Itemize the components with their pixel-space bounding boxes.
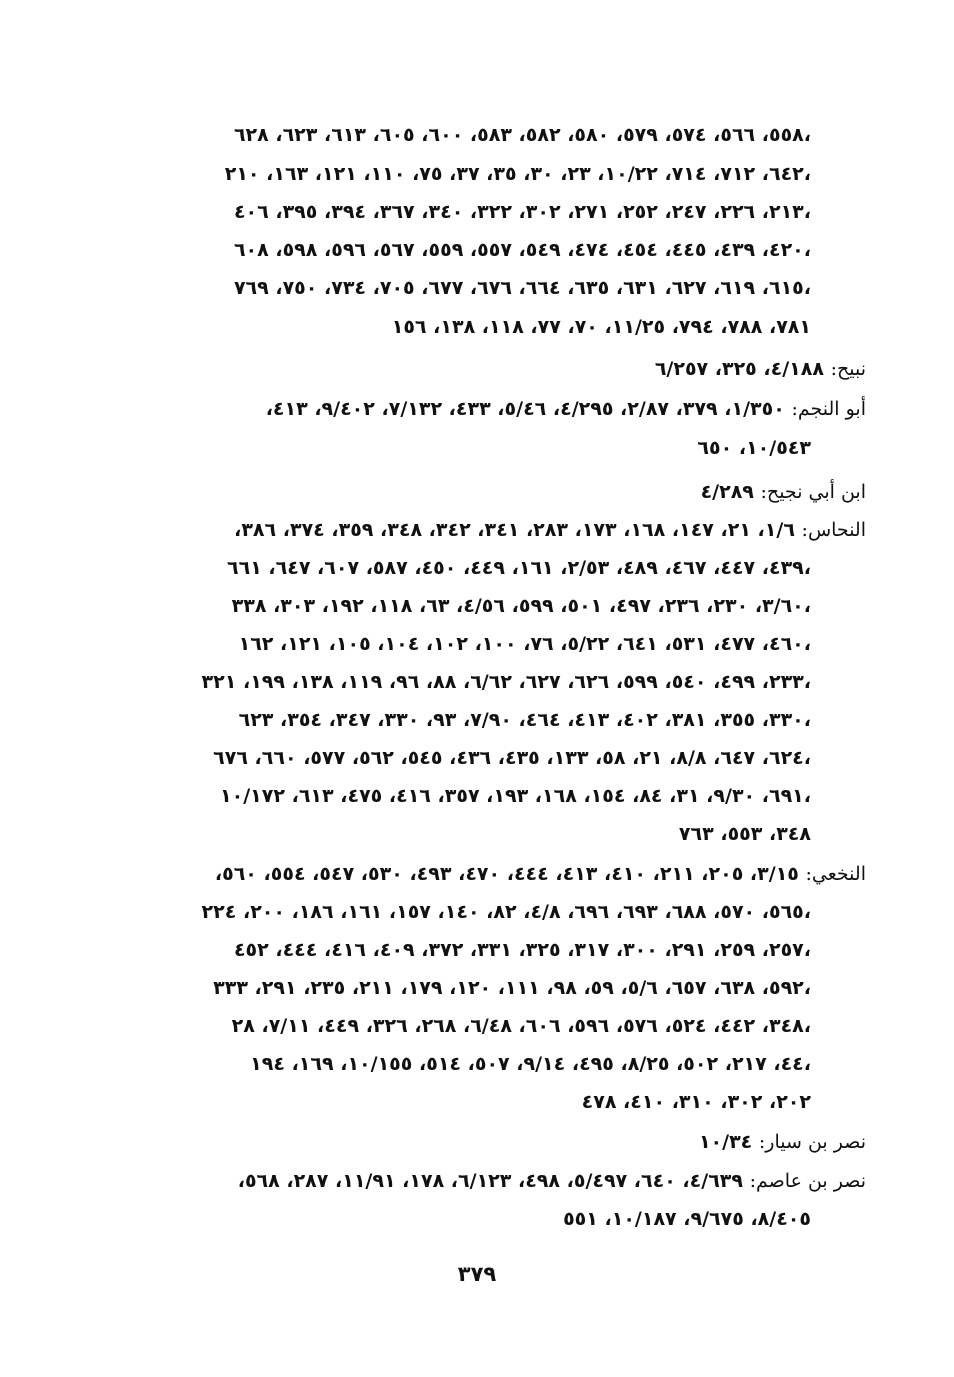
index-line: ٦٩١، ٩/٣٠، ٣١، ٨٤، ١٥٤، ١٦٨، ١٩٣، ٣٥٧، ٤١٦، ٤٧٥، ٦١٣، ١٠/١٧٢، [220,785,811,807]
index-line: ١٠/٥٤٣، ٦٥٠ [697,437,811,459]
entry-refs: ٣/١٥، ٢٠٥، ٢١١، ٤١٠، ٤١٣، ٤٤٤، ٤٧٠، ٤٩٣، ٥٣٠، ٥٤٧، ٥٥٤، ٥٦٠، [214,863,799,885]
entry-refs: ١/٦، ٢١، ١٤٧، ١٦٨، ١٧٣، ٢٨٣، ٣٤١، ٣٤٢، ٣٤٨، ٣٥٩، ٣٧٤، ٣٨٦، [234,519,795,541]
index-line: ٥٦٥، ٥٧٠، ٦٨٨، ٦٩٣، ٦٩٦، ٤/٨، ٨٢، ١٤٠، ١٥٧، ١٦١، ١٨٦، ٢٠٠، ٢٢٤، [201,901,811,923]
index-line: ٣٣٠، ٣٥٥، ٣٨١، ٤٠٢، ٤١٣، ٤٦٤، ٧/٩٠، ٩٣، ٣٣٠، ٣٤٧، ٣٥٤، ٦٢٣، [238,709,811,731]
index-line: ٣/٦٠، ٢٣٠، ٢٣٦، ٤٩٧، ٥٠١، ٥٩٩، ٤/٥٦، ٦٣، ١١٨، ١٩٢، ٣٠٣، ٣٣٨، [231,595,811,617]
index-line: ٣٤٨، ٤٤٢، ٥٢٤، ٥٧٦، ٥٩٦، ٦٠٦، ٦/٤٨، ٢٦٨، ٣٢٦، ٤٤٩، ٧/١١، ٢٨، [231,1015,811,1037]
index-line: ٣٤٨، ٥٥٣، ٧٦٣ [678,823,811,845]
entry-head: النحاس: [801,519,866,541]
entry-refs: ١/٣٥٠، ٣٧٩، ٢/٨٧، ٤/٢٩٥، ٥/٤٦، ٤٣٣، ٧/١٣٢، ٩/٤٠٢، ٤١٣، [265,398,785,420]
index-entry-nabih [655,352,866,386]
index-line: ٤٦٠، ٤٧٧، ٥٣١، ٦٤١، ٥/٢٢، ٧٦، ١٠٠، ١٠٢، ١٠٤، ١٠٥، ١٢١، ١٦٢، [238,633,811,655]
index-line: ٢٠٢، ٣٠٢، ٣١٠، ٤١٠، ٤٧٨ [581,1091,811,1113]
index-line: ٦١٥، ٦١٩، ٦٢٧، ٦٣١، ٦٣٥، ٦٦٤، ٦٧٦، ٦٧٧، ٧٠٥، ٧٣٤، ٧٥٠، ٧٦٩، [233,277,811,299]
entry-head: نبيح: [830,358,866,380]
entry-refs: ٤/١٨٨، ٣٢٥، ٦/٢٥٧ [654,358,824,380]
entry-head: نصر بن عاصم: [749,1170,866,1192]
index-line: ٤٤، ٢١٧، ٥٠٢، ٨/٢٥، ٤٩٥، ٩/١٤، ٥٠٧، ٥١٤، ١٠/١٥٥، ١٦٩، ١٩٤، [250,1053,811,1075]
index-line: ٤٣٩، ٤٤٧، ٤٦٧، ٤٨٩، ٢/٥٣، ١٦١، ٤٤٩، ٤٥٠، ٥٨٧، ٦٠٧، ٦٤٧، ٦٦١، [227,557,811,579]
index-line: ٥٩٢، ٦٣٨، ٦٥٧، ٥/٦، ٥٩، ٩٨، ١١١، ١٢٠، ١٧٩، ٢١١، ٢٣٥، ٢٩١، ٣٣٣، [213,977,811,999]
entry-refs: ٤/٢٨٩ [700,481,754,503]
index-line: ٨/٤٠٥، ٩/٦٧٥، ١٠/١٨٧، ٥٥١ [563,1208,811,1230]
index-entry-al-nahhas [234,513,866,547]
index-entry-nasr-ibn-sayyar [699,1125,866,1159]
page-number: ٣٧٩ [457,1262,497,1286]
index-line: ٦٢٤، ٦٤٧، ٨/٨، ٢١، ٥٨، ١٣٣، ٤٣٥، ٤٣٦، ٥٤٥، ٥٦٢، ٥٧٧، ٦٦٠، ٦٧٦، [213,747,811,769]
index-line: ٢٣٣، ٤٩٩، ٥٤٠، ٥٩٩، ٦٢٦، ٦٢٧، ٦/٦٢، ٨٨، ٩٦، ١١٩، ١٣٨، ١٩٩، ٣٢١، [201,671,811,693]
index-line: ٥٥٨، ٥٦٦، ٥٧٤، ٥٧٩، ٥٨٠، ٥٨٢، ٥٨٣، ٦٠٠، ٦٠٥، ٦١٣، ٦٢٣، ٦٢٨، [233,124,811,146]
index-line: ٤٢٠، ٤٣٩، ٤٤٥، ٤٥٤، ٤٧٤، ٥٤٩، ٥٥٧، ٥٥٩، ٥٦٧، ٥٩٦، ٥٩٨، ٦٠٨، [233,239,811,261]
index-line: ٦٤٢، ٧١٢، ٧١٤، ١٠/٢٢، ٢٣، ٣٠، ٣٥، ٣٧، ٧٥، ١١٠، ١٢١، ١٦٣، ٢١٠، [224,163,811,185]
entry-refs: ١٠/٣٤ [698,1131,753,1153]
index-entry-nasr-ibn-asim [238,1164,866,1198]
index-line: ٢٥٧، ٢٥٩، ٢٩١، ٣٠٠، ٣١٧، ٣٢٥، ٣٣١، ٣٧٢، ٤٠٩، ٤١٦، ٤٤٤، ٤٥٢، [233,939,811,961]
entry-head: نصر بن سيار: [758,1131,866,1153]
index-entry-abu-al-najm [266,392,866,426]
index-line: ٧٨١، ٧٨٨، ٧٩٤، ١١/٢٥، ٧٠، ٧٧، ١١٨، ١٣٨، ١٥٦ [391,316,811,338]
entry-refs: ٤/٦٣٩، ٦٤٠، ٥/٤٩٧، ٤٩٨، ٦/١٢٣، ١٧٨، ١١/٩١، ٢٨٧، ٥٦٨، [237,1170,743,1192]
index-entry-ibn-abi-najih [701,475,866,509]
index-line: ٢١٣، ٢٢٦، ٢٤٧، ٢٥٢، ٢٧١، ٣٠٢، ٣٢٢، ٣٤٠، ٣٦٧، ٣٩٤، ٣٩٥، ٤٠٦، [233,201,811,223]
entry-head: ابن أبي نجيح: [760,481,866,503]
index-entry-al-nakhai [215,857,866,891]
entry-head: النخعي: [805,863,866,885]
entry-head: أبو النجم: [791,398,866,420]
